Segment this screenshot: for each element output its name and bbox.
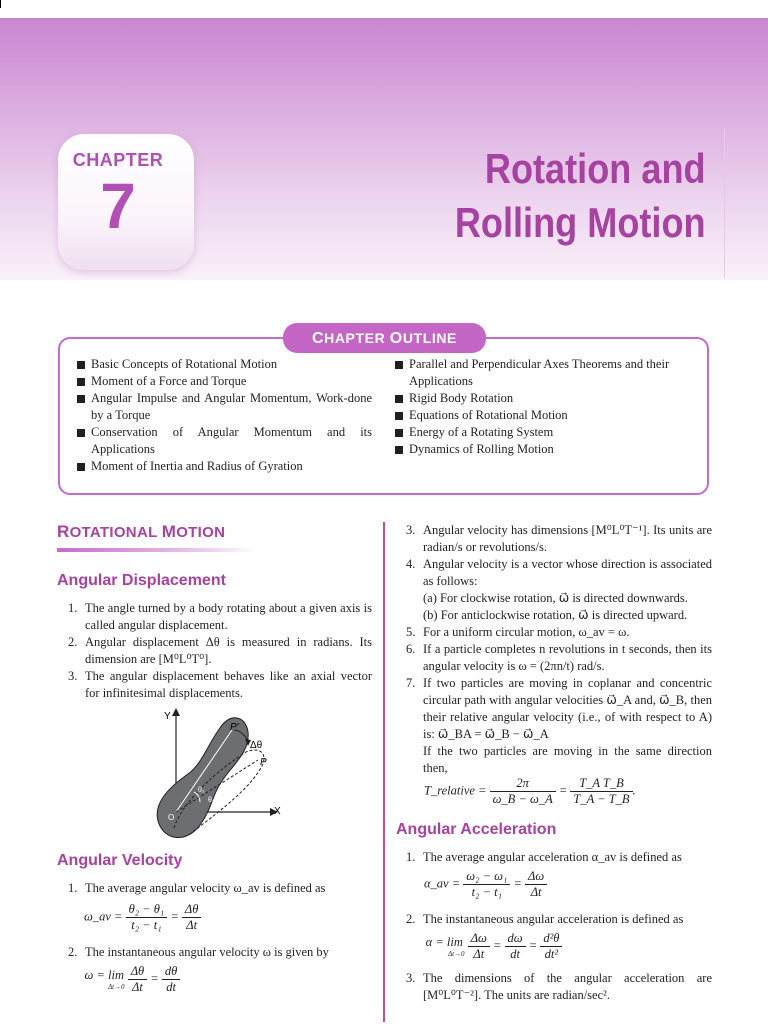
chapter-label: CHAPTER [72,150,164,170]
angular-acceleration-item-3: 3. The dimensions of the angular acceleration are [M⁰L⁰T⁻²]. The units are radian/sec². [406,971,712,1002]
list-item: 1. The angle turned by a body rotating about a given axis is called angular displacement. [68,601,372,632]
subheading-angular-displacement: Angular Displacement [57,572,226,589]
list-subitem: (a) For clockwise rotation, ω⃗ is directed downwards. [423,591,688,605]
figure-label-x: X [274,806,281,817]
outline-item: Basic Concepts of Rotational Motion [76,356,372,373]
chapter-title-line2: Rolling Motion [455,199,706,246]
equation-average-angular-velocity: ω_av = $\frac{\text{θ₂ − θ₁}}{\text{t₂ − t₁}}$ = $\frac{\Delta\theta}{\Delta t}$ [84,902,201,933]
outline-left-list [76,356,372,475]
outline-item: Equations of Rotational Motion [394,407,694,424]
subheading-angular-velocity: Angular Velocity [57,852,183,869]
outline-item: Angular Impulse and Angular Momentum, Work-done by a Torque [76,390,372,424]
list-item: 5. For a uniform circular motion, ω_av = ω. [406,625,630,639]
outline-item: Energy of a Rotating System [394,424,694,441]
outline-right-list [394,356,694,458]
angular-displacement-list [68,600,372,702]
angular-acceleration-item-1: 1. The average angular acceleration α_av is defined as [406,850,682,864]
figure-label-theta2: θ₂ [198,787,205,794]
equation-relative-period: T_relative = $\frac{2\pi}{\omega\_B - \omega\_A}$ = $\frac{\text{T\_A T\_B}}{T\_A - T\_B}$ . [424,776,636,806]
figure-label-origin: O [168,813,175,822]
outline-item: Dynamics of Rolling Motion [394,441,694,458]
subheading-angular-acceleration: Angular Acceleration [396,821,557,838]
list-subitem: (b) For anticlockwise rotation, ω⃗ is directed upward. [423,608,688,622]
angular-velocity-continued-list [406,522,712,777]
list-item: 4. Angular velocity is a vector whose direction is associated as follows: [406,557,712,588]
figure-label-y: Y [164,711,171,722]
chapter-number: 7 [100,170,136,242]
list-item: 6. If a particle completes n revolutions in t seconds, then its angular velocity is ω = (2πn/t) rad/s. [406,642,712,673]
outline-item: Parallel and Perpendicular Axes Theorems and their Applications [394,356,694,390]
chapter-title-line1: Rotation and [485,145,706,192]
outline-item: Conservation of Angular Momentum and its Applications [76,424,372,458]
figure-label-p-prime: P′ [230,722,239,733]
section-heading: ROTATIONAL MOTION [57,522,226,541]
figure-label-delta-theta: Δθ [250,740,263,751]
outline-item: Moment of Inertia and Radius of Gyration [76,458,372,475]
angular-velocity-item-2: 2. The instantaneous angular velocity ω is given by [68,945,329,959]
outline-item: Moment of a Force and Torque [76,373,372,390]
list-item: 2. Angular displacement Δθ is measured in radians. Its dimension are [M⁰L⁰T⁰]. [68,635,372,666]
angular-acceleration-item-2: 2. The instantaneous angular acceleration is defined as [406,912,684,926]
title-divider [724,128,725,278]
list-item: 3. The angular displacement behaves like an axial vector for infinitesimal displacements. [68,669,372,700]
equation-instantaneous-angular-velocity: ω = lim Δt→0 $\frac{\Delta\theta}{\Delta t}$ = $\frac{d\theta}{dt}$ [84,964,180,995]
section-underline [57,548,257,552]
equation-instantaneous-angular-acceleration: α = lim Δt→0 $\frac{\Delta\omega}{\Delta t}$ = $\frac{d\omega}{dt}$ = $\frac{\text{d²θ}}{\text{dt²}}$ [424,931,562,962]
outline-item: Rigid Body Rotation [394,390,694,407]
figure-label-p: P [260,757,267,768]
equation-average-angular-acceleration: α_av = $\frac{\text{ω₂ − ω₁}}{\text{t₂ − t₁}}$ = $\frac{\Delta\omega}{\Delta t}$ [424,869,547,900]
angular-velocity-item-1: 1. The average angular velocity ω_av is defined as [68,881,326,895]
figure-label-theta1: θ₁ [208,797,215,804]
page-top-strip [0,0,768,18]
chapter-title [455,142,706,250]
chapter-outline-heading: CHAPTER OUTLINE [283,323,486,353]
list-item: 7. If two particles are moving in coplanar and concentric circular path with angular velocities ω⃗_A and, ω⃗_B, then their relative angular velocity (i.e., of with respect to A) is: ω⃗_BA = ω⃗_B − ω⃗_A [406,676,712,741]
angular-displacement-figure [150,708,300,848]
column-divider [383,522,385,1022]
list-item: 3. Angular velocity has dimensions [M⁰L⁰T⁻¹]. Its units are radian/s or revolutions/s. [406,523,712,554]
list-subitem: If the two particles are moving in the same direction then, [423,744,712,775]
